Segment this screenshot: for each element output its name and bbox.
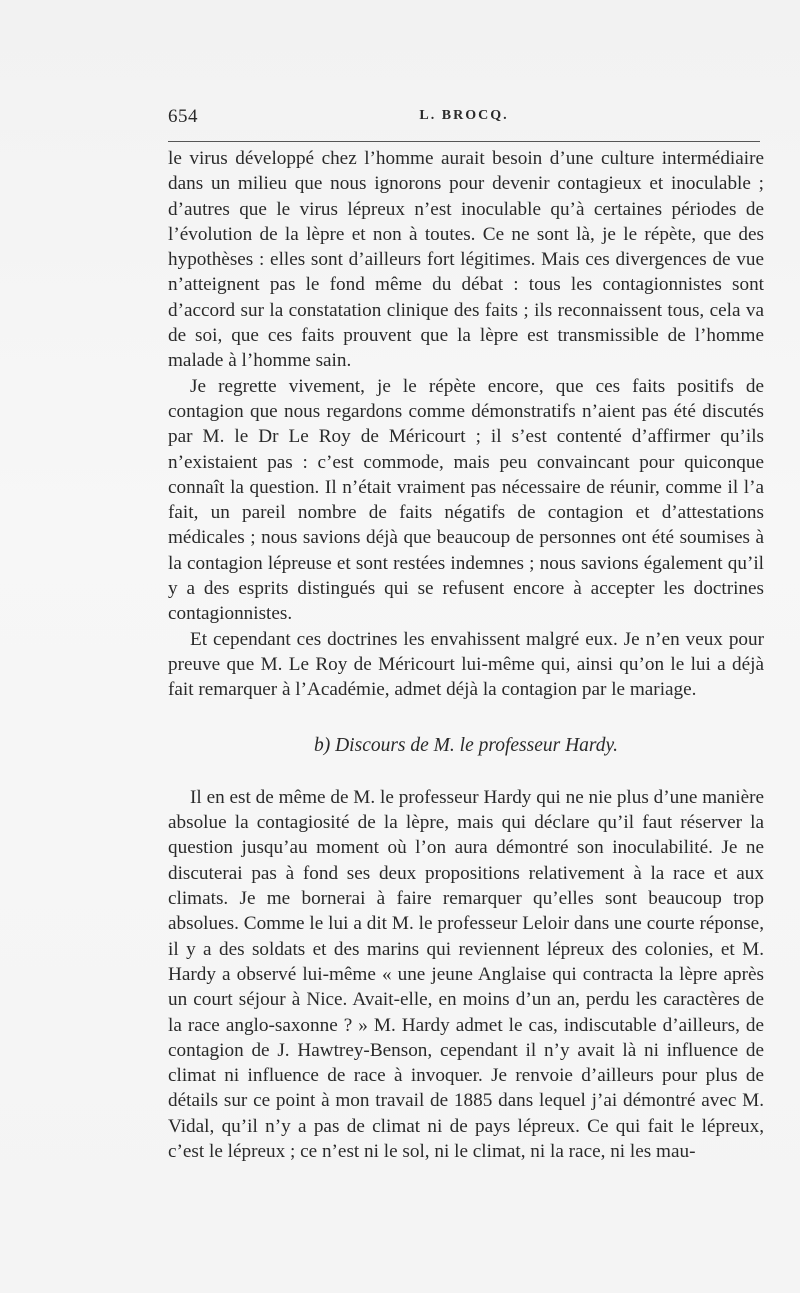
paragraph: Je regrette vivement, je le répète encore, que ces faits positifs de contagion que nous regardons comme démonstratifs n’aient pas été discutés par M. le Dr Le Roy de Méricourt ; il s’est contenté d’affirmer qu’ils n’existaient pas : c’est commode, mais peu convaincant pour quiconque connaît la question. Il n’était vraiment pas nécessaire de réunir, comme il l’a fait, un pareil nombre de faits négatifs de contagion et d’attestations médicales ; nous savions déjà que beaucoup de personnes ont été soumises à la contagion lépreuse et sont restées indemnes ; nous savions également qu’il y a des esprits distingués qui se refusent encore à accepter les doctrines contagionnistes.	[168, 375, 764, 625]
page-header	[168, 106, 760, 130]
paragraph: le virus développé chez l’homme aurait besoin d’une culture intermédiaire dans un milieu que nous ignorons pour devenir contagieux et inoculable ; d’autres que le virus lépreux n’est inoculable qu’à certaines périodes de l’évolution de la lèpre et non à toutes. Ce ne sont là, je le répète, que des hypothèses : elles sont d’ailleurs fort légitimes. Mais ces divergences de vue n’atteignent pas le fond même du débat : tous les contagionnistes sont d’accord sur la constatation clinique des faits ; ils reconnaissent tous, cela va de soi, que ces faits prouvent que la lèpre est transmissible de l’homme malade à l’homme sain.	[168, 148, 764, 372]
body-text	[168, 146, 764, 1164]
header-rule	[168, 141, 760, 142]
paragraph: Et cependant ces doctrines les envahissent malgré eux. Je n’en veux pour preuve que M. Le Roy de Méricourt lui-même qui, ainsi qu’on le lui a déjà fait remarquer à l’Académie, admet déjà la contagion par le mariage.	[168, 628, 764, 701]
section-subheading: b) Discours de M. le professeur Hardy.	[313, 734, 619, 756]
running-head: L. BROCQ.	[419, 108, 509, 123]
page-number: 654	[168, 106, 198, 127]
paragraph: Il en est de même de M. le professeur Hardy qui ne nie plus d’une manière absolue la contagiosité de la lèpre, mais qui déclare qu’il faut réserver la question jusqu’au moment où l’on aura démontré son inoculabilité. Je ne discuterai pas à fond ses deux propositions relativement à la race et aux climats. Je me bornerai à faire remarquer qu’elles sont beaucoup trop absolues. Comme le lui a dit M. le professeur Leloir dans une courte réponse, il y a des soldats et des marins qui reviennent lépreux des colonies, et M. Hardy a observé lui-même « une jeune Anglaise qui contracta la lèpre après un court séjour à Nice. Avait-elle, en moins d’un an, perdu les caractères de la race anglo-saxonne ? » M. Hardy admet le cas, indiscutable d’ailleurs, de contagion de J. Hawtrey-Benson, cependant il n’y avait là ni influence de climat ni influence de race à invoquer. Je renvoie d’ailleurs pour plus de détails sur ce point à mon travail de 1885 dans lequel j’ai démontré avec M. Vidal, qu’il n’y a pas de climat ni de pays lépreux. Ce qui fait le lépreux, c’est le lépreux ; ce n’est ni le sol, ni le climat, ni la race, ni les mau-	[168, 786, 764, 1162]
